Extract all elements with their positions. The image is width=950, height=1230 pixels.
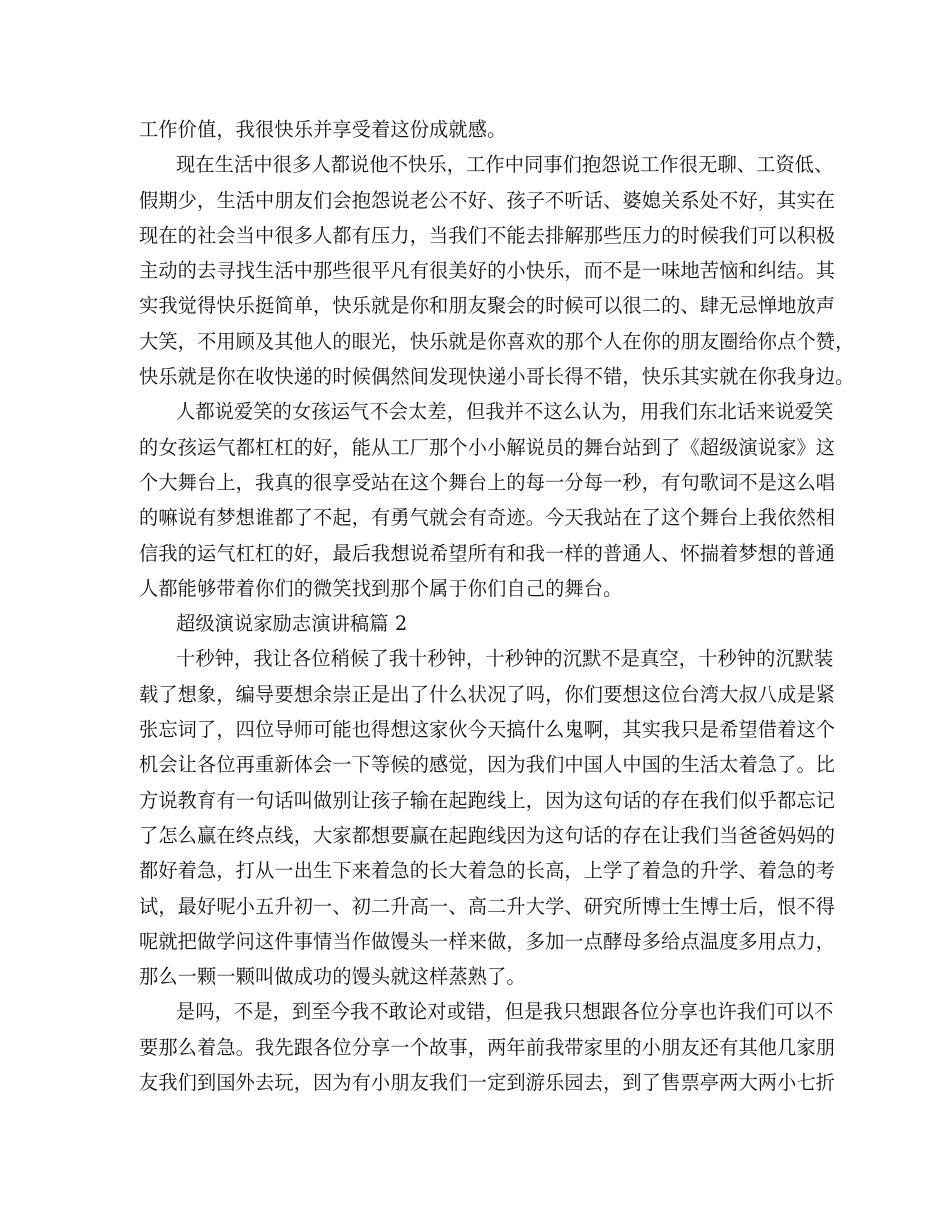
text-line: 的嘛说有梦想谁都了不起，有勇气就会有奇迹。今天我站在了这个舞台上我依然相 bbox=[139, 506, 836, 530]
text-line: 实我觉得快乐挺简单，快乐就是你和朋友聚会的时候可以很二的、肆无忌惮地放声 bbox=[139, 294, 836, 318]
text-line: 个大舞台上，我真的很享受站在这个舞台上的每一分每一秒，有句歌词不是这么唱 bbox=[139, 470, 836, 494]
text-line: 都好着急，打从一出生下来着急的长大着急的长高，上学了着急的升学、着急的考 bbox=[139, 859, 836, 883]
text-line: 张忘词了，四位导师可能也得想这家伙今天搞什么鬼啊，其实我只是希望借着这个 bbox=[139, 718, 836, 742]
text-line: 信我的运气杠杠的好，最后我想说希望所有和我一样的普通人、怀揣着梦想的普通 bbox=[139, 541, 836, 565]
text-line: 那么一颗一颗叫做成功的馒头就这样蒸熟了。 bbox=[139, 965, 526, 989]
paragraph-start-line: 十秒钟，我让各位稍候了我十秒钟，十秒钟的沉默不是真空，十秒钟的沉默装 bbox=[176, 647, 834, 671]
text-line: 试，最好呢小五升初一、初二升高一、高二升大学、研究所博士生博士后，恨不得 bbox=[139, 894, 836, 918]
text-line: 机会让各位再重新体会一下等候的感觉，因为我们中国人中国的生活太着急了。比 bbox=[139, 753, 836, 777]
text-line: 人都能够带着你们的微笑找到那个属于你们自己的舞台。 bbox=[139, 576, 623, 600]
section-heading: 超级演说家励志演讲稿篇 2 bbox=[176, 612, 408, 636]
document-body bbox=[139, 112, 855, 1100]
paragraph-start-line: 人都说爱笑的女孩运气不会太差，但我并不这么认为，用我们东北话来说爱笑 bbox=[176, 400, 834, 424]
text-line: 方说教育有一句话叫做别让孩子输在起跑线上，因为这句话的存在我们似乎都忘记 bbox=[139, 788, 836, 812]
paragraph-start-line: 现在生活中很多人都说他不快乐，工作中同事们抱怨说工作很无聊、工资低、 bbox=[176, 153, 834, 177]
text-line: 主动的去寻找生活中那些很平凡有很美好的小快乐，而不是一味地苦恼和纠结。其 bbox=[139, 259, 836, 283]
text-line: 快乐就是你在收快递的时候偶然间发现快递小哥长得不错，快乐其实就在你我身边。 bbox=[139, 365, 855, 389]
text-line: 工作价值，我很快乐并享受着这份成就感。 bbox=[139, 118, 507, 141]
text-line: 友我们到国外去玩，因为有小朋友我们一定到游乐园去，到了售票亭两大两小七折 bbox=[139, 1071, 836, 1095]
text-line: 现在的社会当中很多人都有压力，当我们不能去排解那些压力的时候我们可以积极 bbox=[139, 223, 836, 247]
text-line: 载了想象，编导要想余崇正是出了什么状况了吗，你们要想这位台湾大叔八成是紧 bbox=[139, 682, 836, 706]
text-line: 假期少，生活中朋友们会抱怨说老公不好、孩子不听话、婆媳关系处不好，其实在 bbox=[139, 188, 836, 212]
paragraph-start-line: 是吗，不是，到至今我不敢论对或错，但是我只想跟各位分享也许我们可以不 bbox=[176, 1000, 834, 1024]
text-line: 了怎么赢在终点线，大家都想要赢在起跑线因为这句话的存在让我们当爸爸妈妈的 bbox=[139, 823, 836, 847]
text-line: 大笑，不用顾及其他人的眼光，快乐就是你喜欢的那个人在你的朋友圈给你点个赞， bbox=[139, 329, 855, 353]
text-line: 的女孩运气都杠杠的好，能从工厂那个小小解说员的舞台站到了《超级演说家》这 bbox=[139, 435, 836, 459]
text-line: 要那么着急。我先跟各位分享一个故事，两年前我带家里的小朋友还有其他几家朋 bbox=[139, 1035, 836, 1059]
text-line: 呢就把做学问这件事情当作做馒头一样来做，多加一点酵母多给点温度多用点力， bbox=[139, 929, 836, 953]
